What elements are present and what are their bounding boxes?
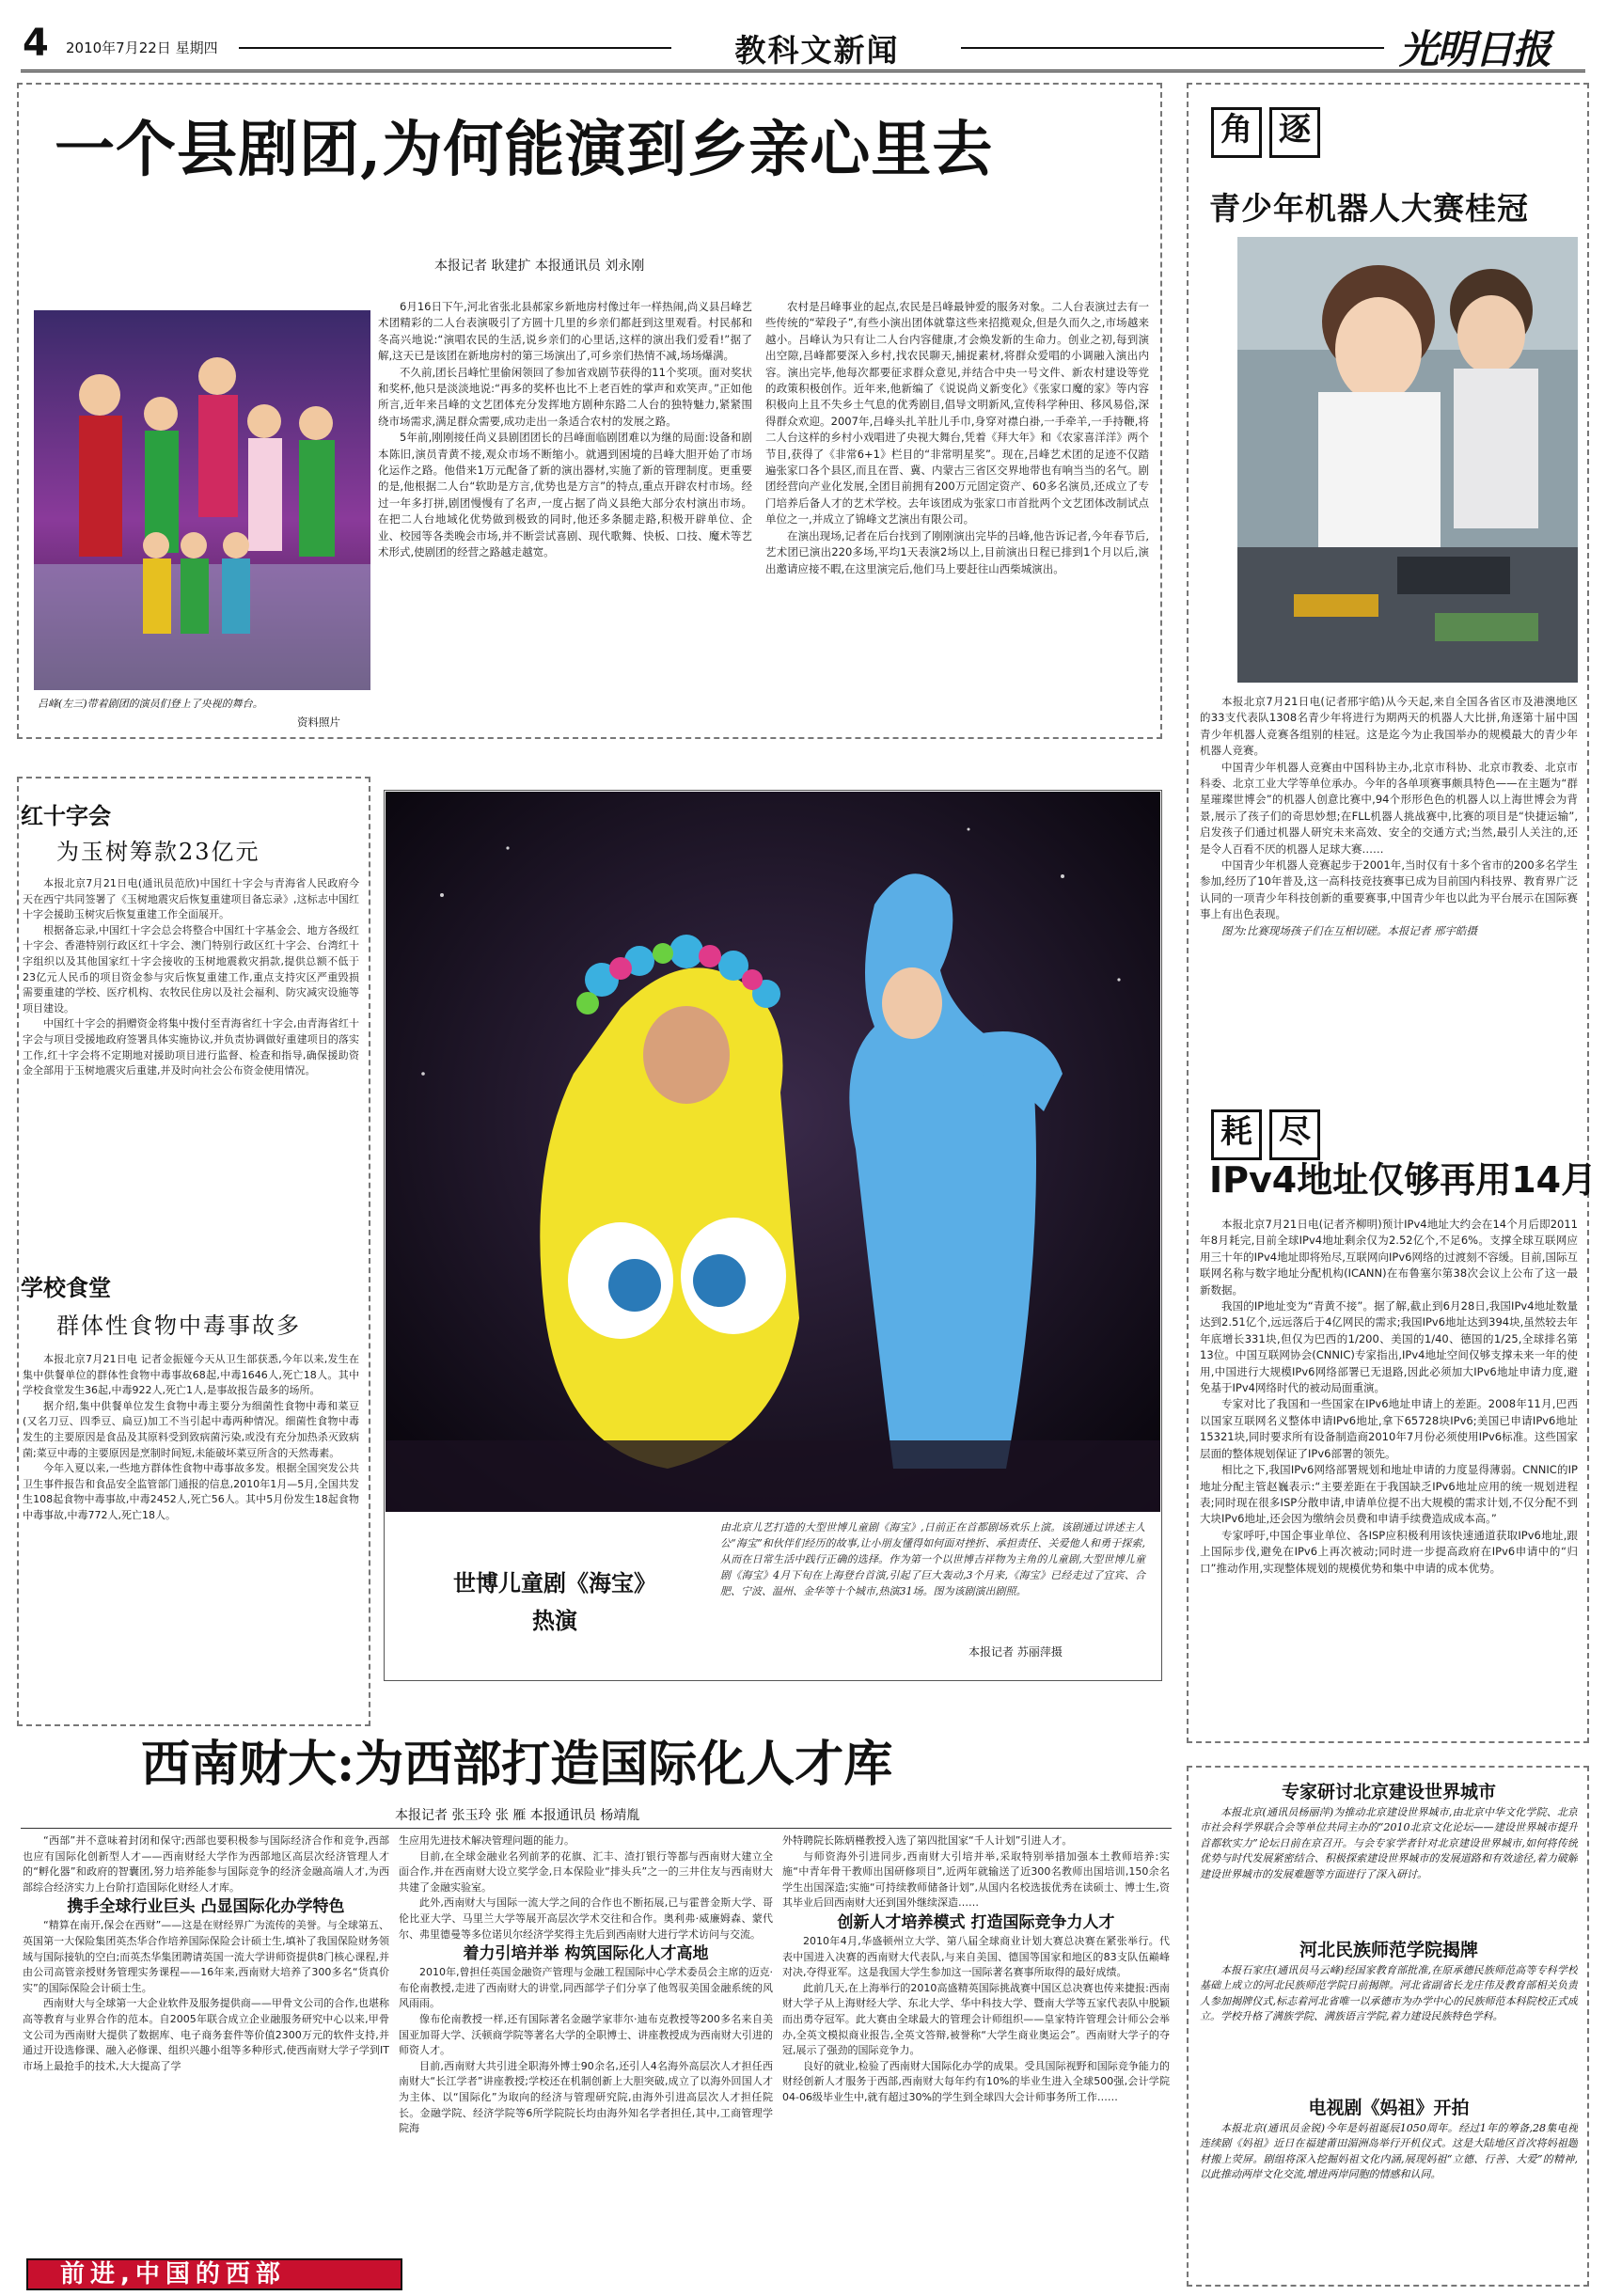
brief-body: 本报石家庄(通讯员马云峰)经国家教育部批准,在原承德民族师范高等专科学校基础上成立的河北民族师范学院日前揭牌。河北省副省长龙庄伟及教育部相关负责人参加揭牌仪式,标志着河北省唯一以承德市为办学中心的民族师范本科院校正式成立。学校升格了满族学院、满族语言学院,着力建设民族特色学科。 xyxy=(1200,1964,1578,2023)
expo-title-line-2: 热演 xyxy=(532,1608,577,1634)
swufe-headline: 西南财大:为西部打造国际化人才库 xyxy=(141,1736,893,1793)
lead-column-2 xyxy=(765,299,1149,737)
expo-photo xyxy=(386,792,1160,1512)
swufe-column-1 xyxy=(23,1833,389,2268)
redcross-kicker: 红十字会 xyxy=(21,803,111,829)
redcross-subhead: 为玉树筹款23亿元 xyxy=(56,839,260,865)
paragraph: 像布伦南教授一样,还有国际著名金融学家菲尔·迪布克教授等200多名来自美国亚加哥大学、沃顿商学院等著名大学的全职博士、讲座教授成为西南财大引进的师资人才。 xyxy=(399,2012,773,2057)
stage-photo-image xyxy=(34,310,370,690)
paragraph: 此前几天,在上海举行的2010高盛精英国际挑战赛中国区总决赛也传来捷报:西南财大学子从上海财经大学、东北大学、华中科技大学、暨南大学等五家代表队中脱颖而出勇夺冠军。此大赛由全球最大的管理会计师组织——皇家特许管理会计师公会举办,全英文模拟商业报告,全英文答辩,被誉称“大学生商业奥运会”。西南财大学子的夺冠,展示了强劲的国际竞争力。 xyxy=(782,1981,1170,2057)
section-title: 教科文新闻 xyxy=(734,32,900,69)
paragraph: 相比之下,我国IPv6网络部署规划和地址申请的力度显得薄弱。CNNIC的IP地址分配主管赵巍表示:“主要差距在于我国缺乏IPv6地址应用的统一规划进程表;同时现在很多ISP分散申请,申请单位提不出大规模的需求计划,不仅分配不到大块IPv6地址,还会因为缴纳会员费和申请手续费造成成本高。” xyxy=(1200,1463,1578,1526)
page-header xyxy=(21,17,1585,70)
paragraph: 2010年4月,华盛顿州立大学、第八届全球商业计划大赛总决赛在紧张举行。代表中国进入决赛的西南财大代表队,与来自美国、德国等国家和地区的83支队伍巅峰对决,夺得亚军。这是我国大学生参加这一国际著名赛事所取得的最好成绩。 xyxy=(782,1934,1170,1979)
paragraph: 此外,西南财大与国际一流大学之间的合作也不断拓展,已与霍普金斯大学、哥伦比亚大学、马里兰大学等展开高层次学术交往和合作。奥利弗·威廉姆森、蒙代尔、弗里德曼等多位诺贝尔经济学奖得主先后到西南财大进行学术访问与交流。 xyxy=(399,1896,773,1941)
canteen-body xyxy=(23,1352,359,1719)
paragraph: 良好的就业,检验了西南财大国际化办学的成果。受具国际视野和国际竞争能力的财经创新人才服务于西部,西南财大每年约有10%的毕业生进入全球500强,会计学院04-06级毕业生中,就有超过30%的学生到全球四大会计师事务所工作…… xyxy=(782,2059,1170,2103)
ipv4-tag-1: 耗 xyxy=(1211,1109,1262,1160)
paragraph: 不久前,团长吕峰忙里偷闲领回了参加省戏剧节获得的11个奖项。面对奖状和奖杯,他只是淡淡地说:“再多的奖杯也比不上老百姓的掌声和欢笑声。”正如他所言,近年来吕峰的文艺团体充分发挥地方剧种东路二人台的独特魅力,紧紧围绕市场需求,满足群众需要,成功走出一条适合农村的发展之路。 xyxy=(378,365,752,428)
lead-headline: 一个县剧团,为何能演到乡亲心里去 xyxy=(55,115,994,185)
paragraph: 5年前,刚刚接任尚义县剧团团长的吕峰面临剧团难以为继的局面:设备和剧本陈旧,演员青黄不接,观众市场不断缩小。就遇到困境的吕峰大胆开始了市场化运作之路。他借来1万元配备了新的演出器材,实施了新的管理制度。更重要的是,他根据二人台“软助是方言,优势也是方言”的特点,重点开辟农村市场。经过一年多打拼,剧团慢慢有了名声,一度占据了尚义县绝大部分农村演出市场。在把二人台地域化优势做到极致的同时,他还多条腿走路,积极开辟单位、企业、校园等各类晚会市场,并不断尝试喜剧、现代歌舞、快板、口技、魔术等艺术形式,使剧团的经营之路越走越宽。 xyxy=(378,431,752,559)
expo-caption: 由北京儿艺打造的大型世博儿童剧《海宝》,日前正在首都剧场欢乐上演。该剧通过讲述主人公“海宝”和伙伴们经历的故事,让小朋友懂得如何面对挫折、承担责任、关爱他人和勇于探索,从而在日常生活中践行正确的选择。作为第一个以世博吉祥物为主角的儿童剧,大型世博儿童剧《海宝》4月下旬在上海登台首演,引起了巨大轰动,3个月来,《海宝》已经走过了宜宾、合肥、宁波、温州、金华等十个城市,热演31场。图为该剧演出剧照。 xyxy=(720,1521,1145,1597)
paragraph: 本报北京7月21日电(通讯员范欣)中国红十字会与青海省人民政府今天在西宁共同签署了《玉树地震灾后恢复重建项目备忘录》,这标志中国红十字会援助玉树灾后恢复重建工作全面展开。 xyxy=(23,877,359,921)
page-number: 4 xyxy=(23,22,49,65)
paragraph: 今年入夏以来,一些地方群体性食物中毒事故多发。根据全国突发公共卫生事件报告和食品安全监管部门通报的信息,2010年1月—5月,全国共发生108起食物中毒事故,中毒2452人,死亡56人。其中5月份发生18起食物中毒事故,中毒772人,死亡18人。 xyxy=(23,1462,359,1521)
paragraph: 据介绍,集中供餐单位发生食物中毒主要分为细菌性食物中毒和菜豆(又名刀豆、四季豆、扁豆)加工不当引起中毒两种情况。细菌性食物中毒发生的主要原因是食品及其原料受到致病菌污染,或没有充分加热杀灭致病菌;菜豆中毒的主要原因是烹制时间短,未能破坏菜豆所含的天然毒素。 xyxy=(23,1399,359,1459)
robot-kicker xyxy=(1211,107,1328,158)
paragraph: 西南财大与全球第一大企业软件及服务提供商——甲骨文公司的合作,也堪称高等教育与业界合作的范本。自2005年联合成立企业融服务研究中心以来,甲骨文公司为西南财大提供了数据库、电子商务套件等价值2300万元的软件支持,并通过开设选修课、融入必修课、组织兴趣小组等多种形式,使西南财大学子学到IT市场上最抢手的技术,大大提高了学 xyxy=(23,1997,389,2072)
paragraph: 本报北京7月21日电 记者金振娅今天从卫生部获悉,今年以来,发生在集中供餐单位的群体性食物中毒事故68起,中毒1646人,死亡18人。其中学校食堂发生36起,中毒922人,死亡1人,是事故报告最多的场所。 xyxy=(23,1353,359,1397)
subheading: 携手全球行业巨头 凸显国际化办学特色 xyxy=(67,1897,345,1917)
swufe-column-2 xyxy=(399,1833,773,2290)
canteen-kicker: 学校食堂 xyxy=(21,1275,111,1301)
header-rule-left xyxy=(239,47,671,49)
robot-headline: 青少年机器人大赛桂冠 xyxy=(1209,190,1529,227)
paragraph: 本报北京7月21日电(记者齐柳明)预计IPv4地址大约会在14个月后即2011年8月耗完,目前全球IPv4地址剩余仅为2.52亿个,不足6%。支撑全球互联网应用三十年的IPv4地址即将殆尽,互联网向IPv6网络的过渡刻不容缓。目前,国际互联网名称与数字地址分配机构(ICANN)在布鲁塞尔第38次会议上公布了这一最新数据。 xyxy=(1200,1218,1578,1297)
brief-item xyxy=(1200,1779,1578,1929)
paragraph: 我国的IP地址变为“青黄不接”。据了解,截止到6月28日,我国IPv4地址数量达到2.51亿个,远远落后于4亿网民的需求;我国IPv6地址达到394块,虽然较去年年底增长331块,但仅为巴西的1/200、美国的1/40、德国的1/25,全球排名第13位。中国互联网协会(CNNIC)专家指出,IPv4地址空间仅够支撑未来一年的使用,中国进行大规模IPv6网络部署已无退路,因此必须加大IPv6地址申请力度,避免基于IPv4网络时代的被动局面重演。 xyxy=(1200,1299,1578,1395)
robot-body xyxy=(1200,694,1578,1014)
brief-item xyxy=(1200,2095,1578,2234)
swufe-banner xyxy=(26,2258,402,2290)
robot-photo xyxy=(1237,237,1578,683)
robot-tag-2: 逐 xyxy=(1269,107,1320,158)
swufe-rule xyxy=(21,1828,1172,1829)
lead-byline: 本报记者 耿建扩 本报通讯员 刘永刚 xyxy=(434,259,645,274)
briefs-list xyxy=(1200,1779,1578,2234)
ipv4-headline: IPv4地址仅够再用14月 xyxy=(1209,1159,1598,1201)
header-underline xyxy=(21,70,1585,72)
brief-body: 本报北京(通讯员金锐)今年是妈祖诞辰1050周年。经过1年的筹备,28集电视连续剧《妈祖》近日在福建莆田湄洲岛举行开机仪式。这是大陆地区首次将妈祖题材搬上荧屏。剧组将深入挖掘妈祖文化内涵,展现妈祖“立德、行善、大爱”的精神,以此推动两岸文化交流,增进两岸同胞的情感和认同。 xyxy=(1200,2122,1578,2181)
swufe-banner-text: 前进,中国的西部 xyxy=(60,2260,286,2288)
paragraph: “精算在南开,保会在西财”——这是在财经界广为流传的美誉。与全球第五、英国第一大保险集团英杰华合作培养国际保险会计硕士生,填补了我国保险财务领域与国际接轨的空白;而英杰华集团聘请英国一流大学讲师资提供8门核心课程,并由公司高管亲授财务管理实务课程——16年来,西南财大培养了300多名“货真价实”的国际保险会计硕士生。 xyxy=(23,1919,389,1994)
brief-title: 电视剧《妈祖》开拍 xyxy=(1308,2098,1470,2118)
paragraph: 目前,在全球金融业名列前茅的花旗、汇丰、渣打银行等都与西南财大建立全面合作,并在西南财大设立奖学金,日本保险业“排头兵”之一的三井住友与西南财大共建了金融实验室。 xyxy=(399,1849,773,1894)
paragraph: 根据备忘录,中国红十字会总会将整合中国红十字基金会、地方各级红十字会、香港特别行政区红十字会、澳门特别行政区红十字会、台湾红十字组织以及其他国家红十字会接收的玉树地震救灾捐款,提供总额不低于23亿元人民币的项目资金参与灾后恢复重建工作,重点支持灾区严重毁损需要重建的学校、医疗机构、农牧民住房以及社会福利、防灾减灾设施等项目建设。 xyxy=(23,923,359,1014)
swufe-byline: 本报记者 张玉玲 张 雁 本报通讯员 杨靖胤 xyxy=(395,1808,640,1823)
robot-tag-1: 角 xyxy=(1211,107,1262,158)
lead-photo-credit: 资料照片 xyxy=(297,716,340,729)
expo-credit: 本报记者 苏丽萍摄 xyxy=(968,1645,1063,1659)
paragraph: 在演出现场,记者在后台找到了刚刚演出完毕的吕峰,他告诉记者,今年春节后,艺术团已演出220多场,平均1天表演2场以上,目前演出日程已排到1个月以后,演出邀请应接不暇,在这里演完后,他们马上要赶往山西柴城演出。 xyxy=(765,528,1149,575)
ipv4-tag-2: 尽 xyxy=(1269,1109,1320,1160)
brief-body: 本报北京(通讯员杨丽萍)为推动北京建设世界城市,由北京中华文化学院、北京市社会科学界联合会等单位共同主办的“2010北京文化论坛——建设世界城市提升首都软实力”论坛日前在京召开。与会专家学者针对北京建设世界城市,如何将传统优势与时代发展紧密结合、积极探索建设世界城市的发展道路和有效途径,着力破解建设世界城市的发展难题等方面进行了深入研讨。 xyxy=(1200,1806,1578,1880)
brief-title: 专家研讨北京建设世界城市 xyxy=(1281,1782,1496,1802)
expo-title-line-1: 世博儿童剧《海宝》 xyxy=(453,1570,656,1596)
expo-stage-image xyxy=(386,792,1160,1512)
subheading: 着力引培并举 构筑国际化人才高地 xyxy=(463,1944,709,1964)
paragraph: 中国青少年机器人竞赛起步于2001年,当时仅有十多个省市的200多名学生参加,经历了10年普及,这一高科技竞技赛事已成为目前国内科技界、教育界广泛认同的一项青少年科技创新的重要赛事,中国青少年也以此为平台展示在国际赛事上有出色表现。 xyxy=(1200,858,1578,921)
robot-photo-image xyxy=(1237,237,1578,683)
lead-photo xyxy=(34,310,370,690)
paragraph: 本报北京7月21日电(记者邢宇皓)从今天起,来自全国各省区市及港澳地区的33支代表队1308名青少年将进行为期两天的机器人大比拼,角逐第十届中国青少年机器人竞赛各组别的桂冠。这是迄今为止我国举办的规模最大的青少年机器人竞赛。 xyxy=(1200,695,1578,758)
canteen-subhead: 群体性食物中毒事故多 xyxy=(56,1313,301,1339)
paragraph: 专家呼吁,中国企事业单位、各ISP应积极利用该快速通道获取IPv6地址,跟上国际步伐,避免在IPv6上再次被动;同时进一步提高政府在IPv6申请中的“归口”推动作用,实现整体规划的规模优势和集中申请的成本优势。 xyxy=(1200,1528,1578,1575)
paragraph: 外特聘院长陈炳槿教授入选了第四批国家“千人计划”引进人才。 xyxy=(782,1834,1073,1847)
paragraph: 农村是吕峰事业的起点,农民是吕峰最钟爱的服务对象。二人台表演过去有一些传统的“荤段子”,有些小演出团体就靠这些来招揽观众,但是久而久之,市场越来越小。吕峰认为只有让二人台内容健康,才会焕发新的生命力。创业之初,每到演出空隙,吕峰都要深入乡村,找农民聊天,捕捉素材,将群众爱唱的小调融入演出内容。演出完毕,他每次都要征求群众意见,并结合中央一号文件、新农村建设等党的政策积极创作。近年来,他新编了《说说尚义新变化》《张家口魔的家》等内容积极向上且不失乡土气息的优秀剧目,倡导文明新风,宣传科学种田、移风易俗,深得群众欢迎。2007年,吕峰头扎羊肚儿手巾,身穿对襟白褂,一手牵羊,一手持鞭,将二人台这样的乡村小戏唱进了央视大舞台,凭着《拜大年》和《农家喜洋洋》两个节目,获得了《非常6+1》栏目的“非常明星奖”。现在,吕峰艺术团的足迹不仅踏遍张家口各个县区,而且在晋、冀、内蒙古三省区交界地带也有响当当的名气。剧团经营向产业化发展,全团目前拥有200万元固定资产、60多名演员,还成立了专门培养后备人才的艺术学校。去年该团成为张家口市首批两个文艺团体改制试点单位之一,并成立了锦峰文艺演出有限公司。 xyxy=(765,300,1149,527)
paragraph: “西部”并不意味着封闭和保守;西部也要积极参与国际经济合作和竞争,西部也应有国际化创新型人才——西南财经大学作为西部地区高层次经济管理人才的“孵化器”和政府的智囊团,努力培养能参与国际竞争的经济金融高端人才,为西部综合经济实力上台阶打造国际化财经人才库。 xyxy=(23,1834,389,1894)
redcross-body xyxy=(23,876,359,1213)
paragraph: 目前,西南财大共引进全职海外博士90余名,还引人4名海外高层次人才担任西南财大“长江学者”讲座教授;学校还在机制创新上大胆突破,成立了以海外回国人才为主体、以“国际化”为取向的经济与管理研究院,由海外引进高层次人才担任院长。金融学院、经济学院等6所学院院长均由海外知名学者担任,其中,工商管理学院海 xyxy=(399,2059,773,2135)
paragraph: 专家对比了我国和一些国家在IPv6地址申请上的差距。2008年11月,巴西以国家互联网名义整体申请IPv6地址,拿下65728块IPv6;美国已申请IPv6地址15321块,同时要求所有设备制造商2010年7月份必须使用IPv6标准。这些国家层面的整体规划保证了IPv6部署的领先。 xyxy=(1200,1397,1578,1460)
robot-photo-caption: 图为:比赛现场孩子们在互相切磋。本报记者 邢宇皓摄 xyxy=(1221,923,1478,937)
paragraph: 生应用先进技术解决管理问题的能力。 xyxy=(399,1834,575,1847)
paragraph: 中国红十字会的捐赠资金将集中拨付至青海省红十字会,由青海省红十字会与项目受援地政府签署具体实施协议,并负责协调做好重建项目的落实工作,红十字会将不定期地对援助项目进行监督、检查和指导,确保援助资金全部用于玉树地震灾后重建,并及时向社会公布资金使用情况。 xyxy=(23,1017,359,1077)
paragraph: 中国青少年机器人竞赛由中国科协主办,北京市科协、北京市教委、北京市科委、北京工业大学等单位承办。今年的各单项赛事颇具特色——在主题为“群星璀璨世博会”的机器人创意比赛中,94个形形色色的机器人以上海世博会为背景,展示了孩子们的奇思妙想;在FLL机器人挑战赛中,比赛的项目是“快捷运输”,启发孩子们通过机器人研究未来高效、安全的交通方式;当然,最引人关注的,还是令人百看不厌的机器人足球大赛…… xyxy=(1200,760,1578,856)
expo-title xyxy=(414,1565,696,1640)
lead-column-1 xyxy=(378,299,752,737)
masthead-logo: 光明日报 xyxy=(1399,26,1551,72)
header-rule-right xyxy=(961,47,1384,49)
issue-date: 2010年7月22日 星期四 xyxy=(66,39,218,56)
paragraph: 与师资海外引进同步,西南财大引培并举,采取特别举措加强本土教师培养:实施“中青年骨干教师出国研修项目”,近两年就输送了近300名教师出国培训,150余名学生出国深造;实施“可持续教师储备计划”,从国内名校选拔优秀在读硕士、博士生,资其毕业后回西南财大还到国外继续深造…… xyxy=(782,1849,1170,1910)
ipv4-body xyxy=(1200,1217,1578,1730)
brief-title: 河北民族师范学院揭牌 xyxy=(1299,1940,1478,1960)
paragraph: 6月16日下午,河北省张北县郝家乡新地房村像过年一样热闹,尚义县吕峰艺术团精彩的二人台表演吸引了方圆十几里的乡亲们都赶到这里观看。村民郝和冬高兴地说:“演唱农民的生活,说乡亲们的心里话,这样的演出我们爱看!”据了解,这天已是该团在新地房村的第三场演出了,可乡亲们热情不减,场场爆满。 xyxy=(378,300,752,363)
swufe-column-3 xyxy=(782,1833,1170,2290)
lead-photo-caption: 吕峰(左三)带着剧团的演员们登上了央视的舞台。 xyxy=(38,698,263,710)
brief-item xyxy=(1200,1937,1578,2087)
subheading: 创新人才培养模式 打造国际竞争力人才 xyxy=(837,1912,1115,1932)
paragraph: 2010年,曾担任英国金融资产管理与金融工程国际中心学术委员会主席的迈克·布伦南教授,走进了西南财大的讲堂,同西部学子们分享了他驾驭美国金融系统的风风雨雨。 xyxy=(399,1966,773,2010)
